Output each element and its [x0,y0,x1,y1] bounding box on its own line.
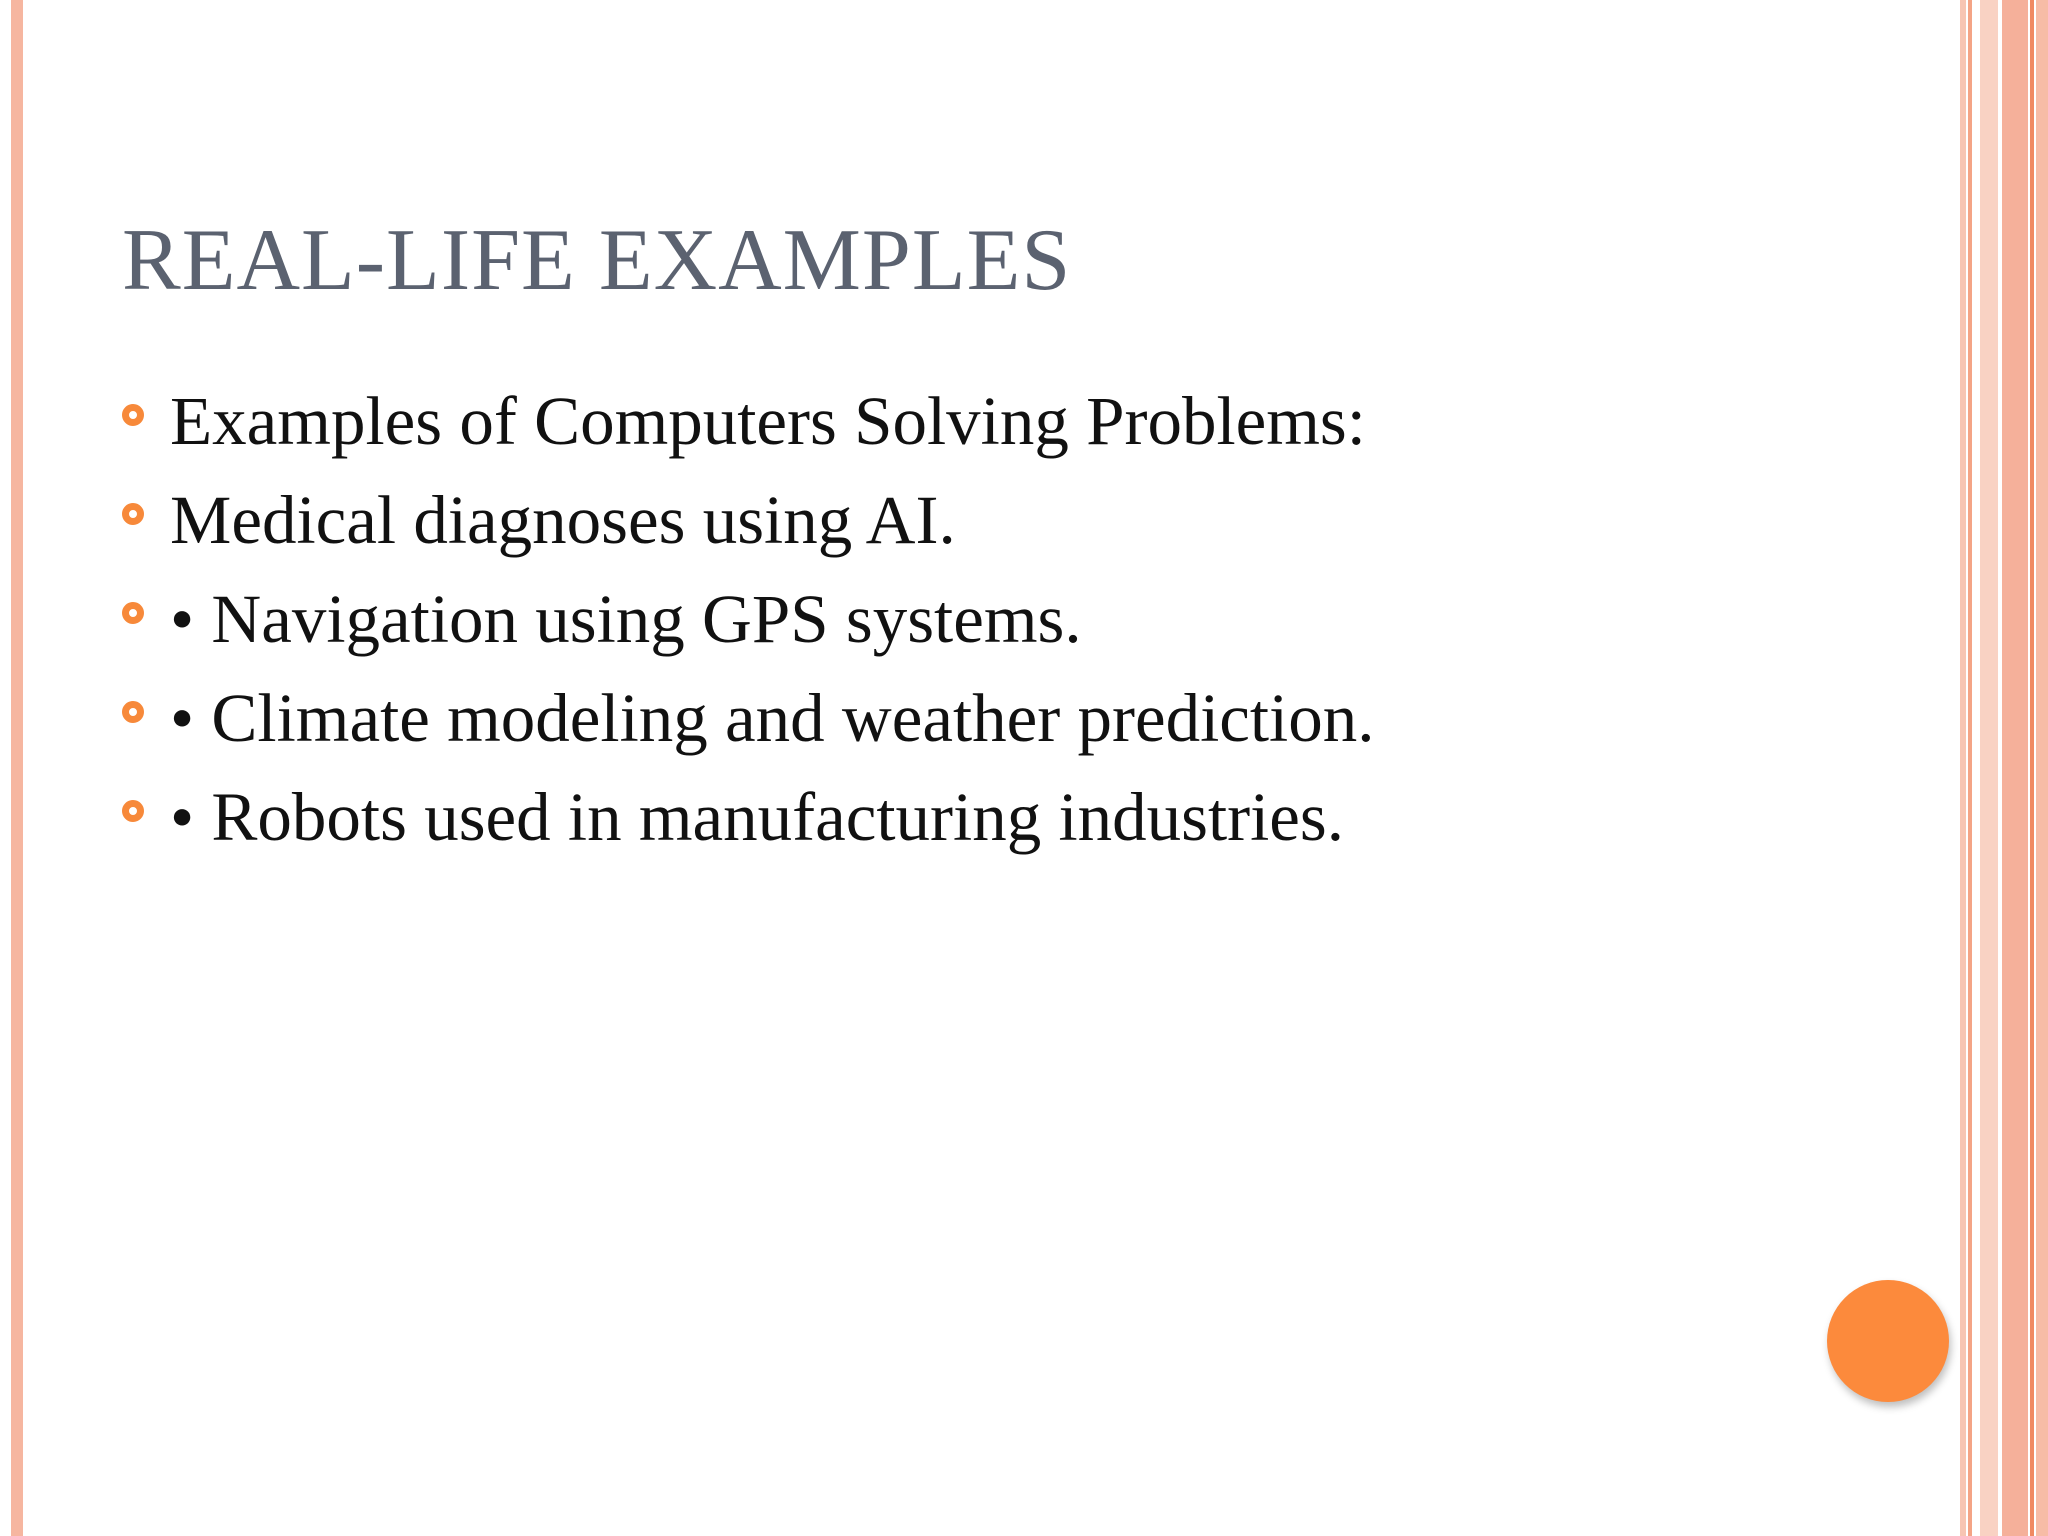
ring-bullet-icon [122,800,144,822]
right-stripe [2002,0,2028,1536]
slide-title: REAL-LIFE EXAMPLES [122,212,1072,309]
bullet-item [122,471,1374,570]
ring-bullet-icon [122,404,144,426]
left-border-stripe [11,0,23,1536]
bullet-text: Medical diagnoses using AI. [170,482,956,558]
ring-bullet-icon [122,503,144,525]
right-stripe [2036,0,2048,1536]
next-slide-circle-button[interactable] [1827,1280,1949,1402]
bullet-item [122,372,1374,471]
right-stripe [2030,0,2034,1536]
bullet-text: • Robots used in manufacturing industries. [170,779,1345,855]
bullet-item [122,570,1374,669]
right-border-stripes [1960,0,2048,1536]
bullet-list [122,372,1374,867]
right-stripe [1960,0,1966,1536]
bullet-text: Examples of Computers Solving Problems: [170,383,1366,459]
bullet-item [122,669,1374,768]
ring-bullet-icon [122,701,144,723]
bullet-text: • Navigation using GPS systems. [170,581,1082,657]
ring-bullet-icon [122,602,144,624]
right-stripe [1968,0,1972,1536]
bullet-item [122,768,1374,867]
bullet-text: • Climate modeling and weather prediction. [170,680,1375,756]
right-stripe [1980,0,1998,1536]
